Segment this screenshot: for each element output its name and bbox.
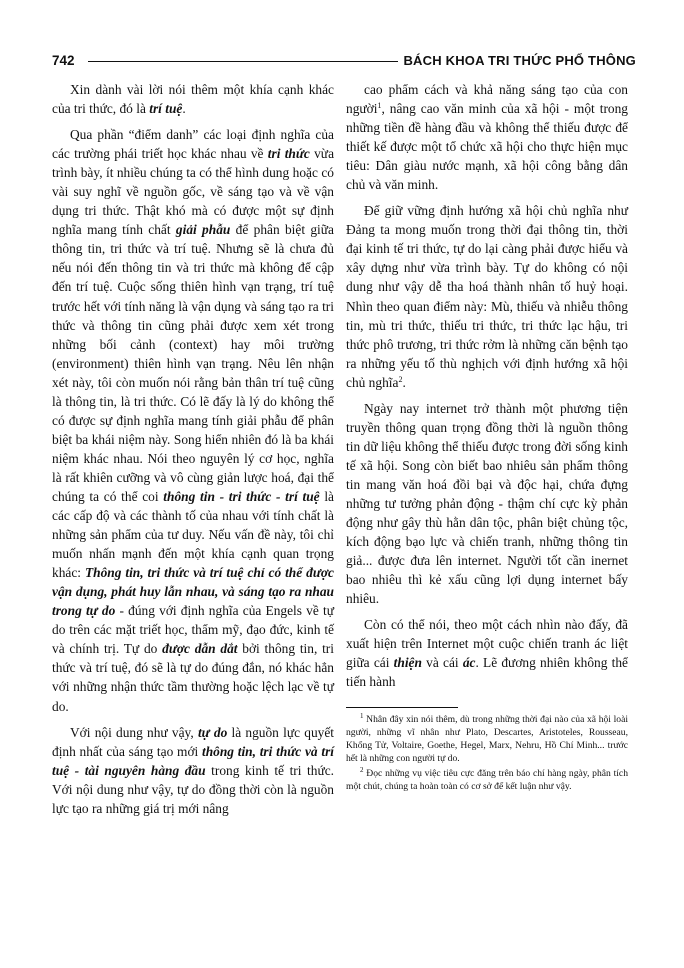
body-text: Để giữ vững định hướng xã hội chủ nghĩa như Đảng ta mong muốn trong thời đại thông tin, thời đại kinh tế tri thức, tự do lại càng phải được hiểu và xây dựng như vừa trình bày. Tự do không có nội dung như vậy dễ tha hoá thành nhân tố huỷ hoại. Nhìn theo quan điểm này: Mù, thiếu và nhiễu thông tin, mù tri thức, thiếu tri thức, tri thức lạc hậu, tri thức phô trương, tri thức rởm là những căn bệnh tạo ra những yếu tố thù nghịch với định hướng xã hội chủ nghĩa [346, 203, 628, 390]
running-title: BÁCH KHOA TRI THỨC PHỔ THÔNG [403, 53, 636, 68]
body-text: Còn có thể nói, theo một cách nhìn nào đấy, đã xuất hiện trên Internet một cuộc chiến tranh ác liệt giữa cái [346, 617, 628, 671]
footnote-marker: 2 [360, 766, 364, 775]
emphasis-text: giải phẫu [175, 222, 231, 238]
body-text: Xin dành vài lời nói thêm một khía cạnh khác của tri thức, đó là [52, 82, 334, 117]
body-text: Qua phần “điểm danh” các loại định nghĩa của các trường phái triết học khác nhau về [52, 127, 334, 162]
emphasis-text: tri thức [267, 146, 310, 162]
body-text: . [402, 374, 406, 390]
paragraph [346, 615, 628, 691]
body-text: cao phẩm cách và khả năng sáng tạo của con người [346, 82, 628, 117]
body-text: trong kinh tế tri thức. Với nội dung như vậy, tự do đồng thời còn là nguồn lực tạo ra những giá trị mới nâng [52, 762, 334, 816]
body-text: vừa trình bày, ít nhiều chúng ta có thể hình dung hoặc có vài suy nghĩ về nguồn gốc, về sáng tạo và về vận dụng tri thức. Thật khó mà có được một sự định nghĩa mang tính chất [52, 146, 335, 238]
header-rule [88, 61, 398, 62]
right-column [346, 80, 628, 796]
footnote-marker: 2 [398, 374, 403, 384]
paragraph [346, 80, 628, 194]
body-text: là nguồn lực quyết định nhất của sáng tạo mới [52, 724, 334, 759]
body-text: Ngày nay internet trở thành một phương tiện truyền thông quan trọng đồng thời là nguồn thông tin dữ liệu không thể thiếu được trong đời sống kinh tế xã hội. Song còn biết bao nhiêu sản phẩm thông tin mang văn hoá đồi bại và độc hại, chứa đựng những tư tưởng phản động - thậm chí cực kỳ phản động như gây thù hằn dân tộc, phân biệt chủng tộc, kích động bạo lực và chiến tranh, những thông tin giả... được đưa lên internet. Người tốt cần inernet bao nhiêu thì kẻ xấu cũng lợi dụng internet bấy nhiêu. [346, 400, 628, 607]
body-text: . Lẽ đương nhiên không thể tiến hành [346, 655, 629, 690]
body-text: là các cấp độ và các thành tố của nhau với tính chất là những sản phẩm của tư duy. Nếu vấn đề này, tôi chỉ muốn nhấn mạnh đến một khía cạnh quan trọng khác: [52, 488, 334, 581]
emphasis-text: tự do [197, 724, 228, 740]
emphasis-text: thiện [393, 655, 422, 671]
page-number: 742 [52, 53, 75, 68]
body-text: . [182, 101, 186, 117]
paragraph [52, 723, 334, 818]
paragraph [52, 80, 334, 118]
emphasis-text: được dẫn dắt [162, 641, 238, 657]
footnote-rule [346, 707, 458, 708]
body-text: Đọc những vụ việc tiêu cực đăng trên báo chí hàng ngày, phân tích một chút, chúng ta hoàn toàn có cơ sở để kết luận như vậy. [346, 768, 628, 792]
body-text: , nâng cao văn minh của xã hội - một trong những tiền đề hàng đầu và không thể thiếu được để thiết kế được một tổ chức xã hội cho thực hiện mục tiêu: Dân giàu nước mạnh, xã hội công bằng dân chủ và văn minh. [346, 101, 628, 193]
footnote [346, 768, 628, 794]
body-text: để phân biệt giữa thông tin, tri thức và trí tuệ. Nhưng sẽ là chưa đủ nếu nói đến thông tin và tri thức mà không để cập đến trí tuệ. Cuộc sống thiên hình vạn trạng, trí tuệ trước hết với tính năng là vận dụng và sáng tạo ra tri thức và thông tin cũng phải được xem xét trong những bối cảnh (context) hay môi trường (environment) thiên hình vạn trạng. Nêu lên nhận xét này, tôi còn muốn nói rằng bản thân trí tuệ cũng là thông tin, là tri thức. Có lẽ đấy là lý do không thể có được sự định nghĩa mang tính giải phẫu để phân biệt ba khái niệm này. Song hiển nhiên đó là ba khái niệm khác nhau. Nói theo nguyên lý cơ học, nghĩa là rất khiên cưỡng và vô cùng giản lược hoá, đại thể chúng ta có thể coi [52, 222, 334, 504]
page-header [52, 52, 636, 72]
emphasis-text: thông tin, tri thức và trí tuệ - tài nguyên hàng đầu [52, 743, 335, 778]
paragraph [346, 399, 628, 609]
emphasis-text: ác [462, 655, 476, 671]
body-text: và cái [421, 655, 463, 671]
left-column [52, 80, 334, 825]
paragraph [346, 201, 628, 391]
body-text: - đúng với định nghĩa của Engels về tự do trên các mặt triết học, thẩm mỹ, đạo đức, kinh tế và chính trị. Tự do [52, 603, 334, 657]
emphasis-text: thông tin - tri thức - trí tuệ [163, 488, 320, 504]
body-text: Nhân đây xin nói thêm, dù trong những thời đại nào của xã hội loài người, những vĩ nhân như Plato, Descartes, Aristoteles, Rousseau, Khổng Tử, Voltaire, Goethe, Hegel, Marx, Nehru, Hồ Chí Minh... trước hết là những con người tự do. [346, 714, 628, 765]
body-text: Với nội dung như vậy, [70, 724, 198, 740]
footnote-marker: 1 [360, 712, 364, 721]
body-text: bởi thông tin, tri thức và trí tuệ, đó sẽ là tự do đúng đắn, nó khác hẳn với những nhận thức tầm thường hoặc lệch lạc về tự do. [52, 641, 334, 714]
emphasis-text: Thông tin, tri thức và trí tuệ chỉ có thể được vận dụng, phát huy lẫn nhau, và sáng tạo ra nhau trong tự do [52, 565, 334, 619]
footnote [346, 714, 628, 766]
paragraph [52, 125, 334, 715]
footnote-marker: 1 [377, 101, 382, 111]
emphasis-text: trí tuệ [149, 101, 183, 117]
